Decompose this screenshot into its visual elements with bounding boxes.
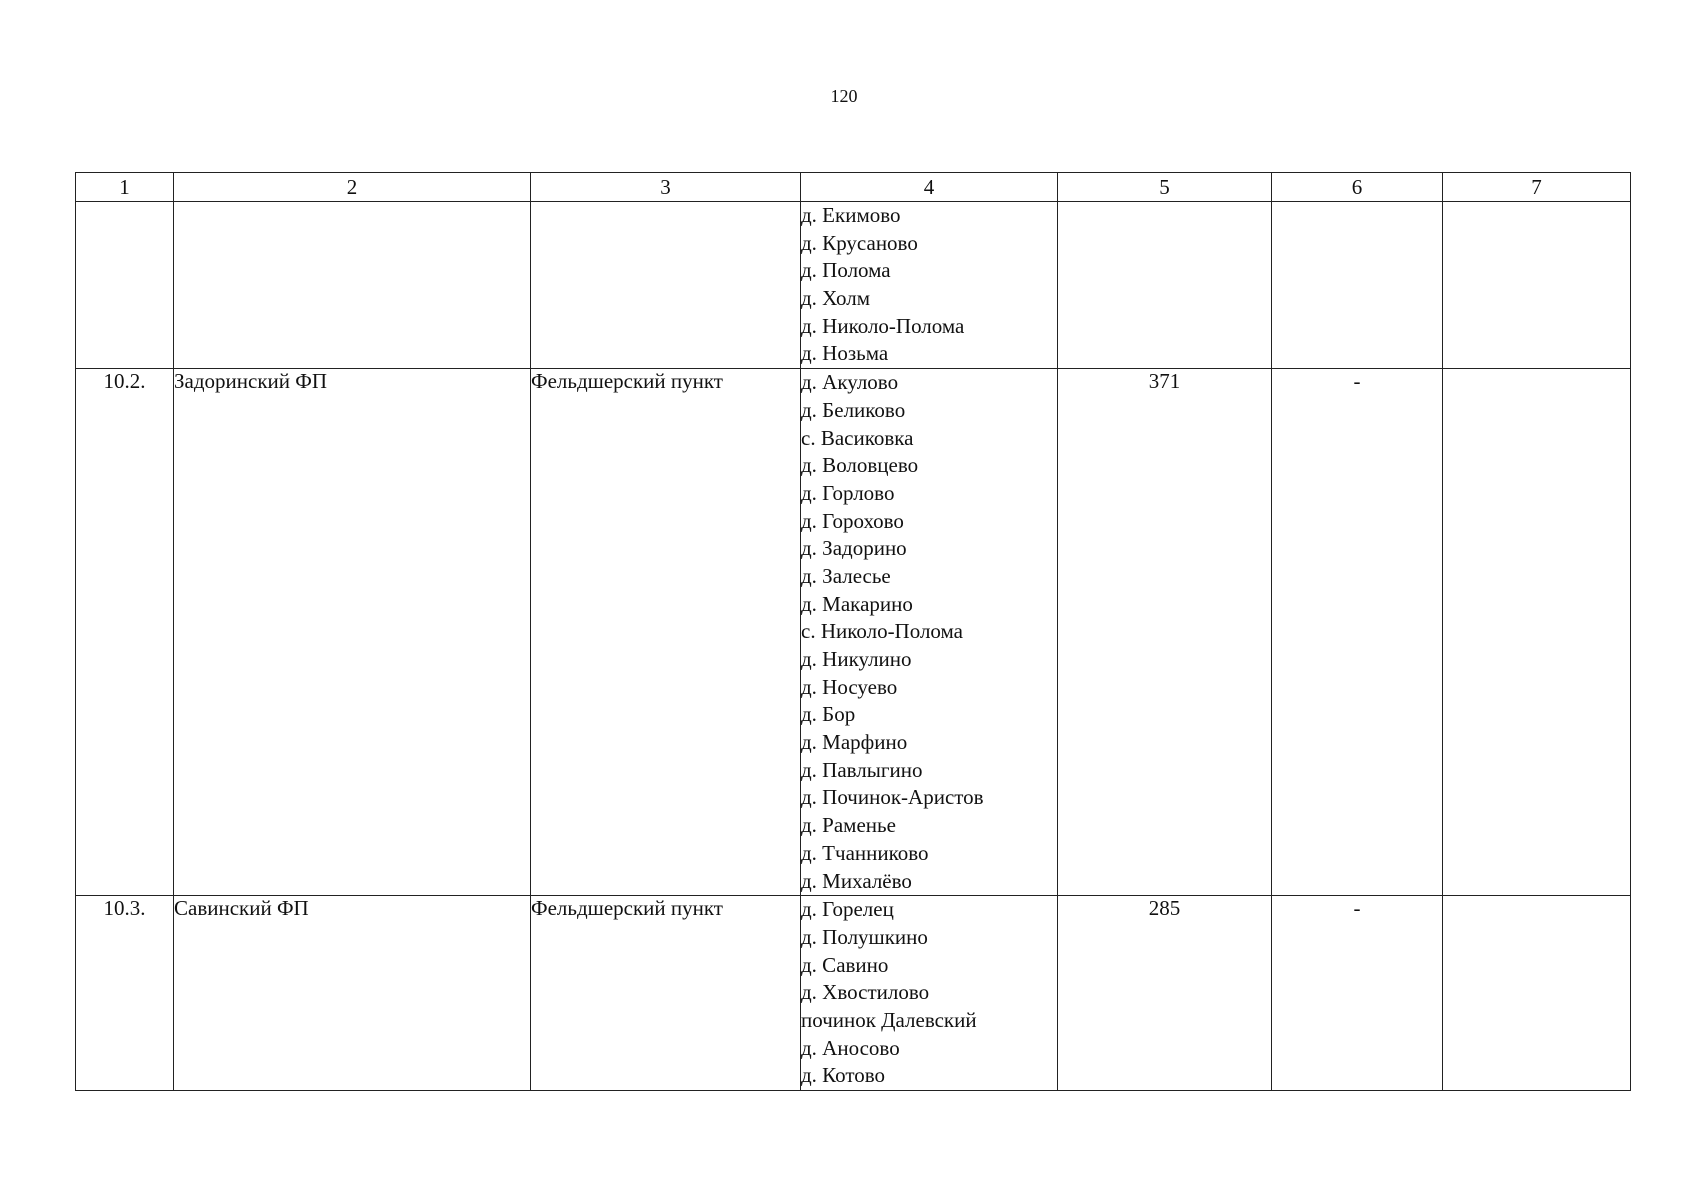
header-cell: 1 — [76, 173, 174, 202]
place-item: д. Починок-Аристов — [801, 785, 984, 810]
row-number-cell: 10.3. — [76, 896, 174, 1091]
place-item: д. Крусаново — [801, 230, 918, 255]
places-cell — [801, 896, 1058, 1091]
places-cell — [801, 369, 1058, 896]
place-item: д. Залесье — [801, 563, 891, 588]
header-row — [76, 173, 1631, 202]
table-row — [76, 369, 1631, 896]
column-6-cell: - — [1272, 369, 1443, 896]
place-item: д. Беликово — [801, 397, 906, 422]
place-item: д. Павлыгино — [801, 757, 923, 782]
population-cell — [1058, 202, 1272, 369]
place-item: д. Горлово — [801, 480, 895, 505]
place-item: д. Николо-Полома — [801, 313, 965, 338]
facility-name-cell: Савинский ФП — [174, 896, 531, 1091]
header-cell: 5 — [1058, 173, 1272, 202]
facility-name-cell — [174, 202, 531, 369]
row-number-cell — [76, 202, 174, 369]
header-cell: 3 — [531, 173, 801, 202]
place-item: д. Горохово — [801, 508, 904, 533]
facility-type-cell — [531, 202, 801, 369]
header-cell: 2 — [174, 173, 531, 202]
row-number-cell: 10.2. — [76, 369, 174, 896]
place-item: д. Акулово — [801, 370, 899, 395]
place-item: д. Марфино — [801, 730, 908, 755]
place-item: д. Аносово — [801, 1035, 900, 1060]
place-item: д. Полома — [801, 258, 891, 283]
population-cell: 285 — [1058, 896, 1272, 1091]
place-item: с. Васиковка — [801, 425, 914, 450]
places-cell — [801, 202, 1058, 369]
column-7-cell — [1443, 369, 1631, 896]
place-item: д. Воловцево — [801, 453, 919, 478]
place-item: д. Михалёво — [801, 868, 912, 893]
population-cell: 371 — [1058, 369, 1272, 896]
header-cell: 4 — [801, 173, 1058, 202]
place-item: д. Горелец — [801, 897, 894, 922]
table-row — [76, 202, 1631, 369]
header-cell: 7 — [1443, 173, 1631, 202]
place-item: д. Хвостилово — [801, 980, 930, 1005]
place-item: д. Екимово — [801, 203, 901, 227]
facility-name-cell: Задоринский ФП — [174, 369, 531, 896]
facilities-table — [75, 172, 1631, 1091]
column-7-cell — [1443, 896, 1631, 1091]
place-item: д. Нозьма — [801, 341, 889, 366]
place-item: починок Далевский — [801, 1007, 977, 1032]
place-item: д. Полушкино — [801, 924, 928, 949]
column-6-cell — [1272, 202, 1443, 369]
place-item: д. Раменье — [801, 813, 896, 838]
column-7-cell — [1443, 202, 1631, 369]
place-item: д. Савино — [801, 952, 889, 977]
header-cell: 6 — [1272, 173, 1443, 202]
place-item: д. Никулино — [801, 647, 912, 671]
place-item: д. Котово — [801, 1063, 886, 1088]
column-6-cell: - — [1272, 896, 1443, 1091]
facility-type-cell: Фельдшерский пункт — [531, 896, 801, 1091]
table-row — [76, 896, 1631, 1091]
place-item: с. Николо-Полома — [801, 619, 963, 644]
place-item: д. Бор — [801, 702, 856, 727]
place-item: д. Макарино — [801, 591, 913, 616]
place-item: д. Холм — [801, 286, 871, 311]
place-item: д. Задорино — [801, 536, 907, 561]
place-item: д. Носуево — [801, 674, 898, 699]
page-number: 120 — [830, 86, 858, 106]
place-item: д. Тчанниково — [801, 840, 929, 865]
facility-type-cell: Фельдшерский пункт — [531, 369, 801, 896]
